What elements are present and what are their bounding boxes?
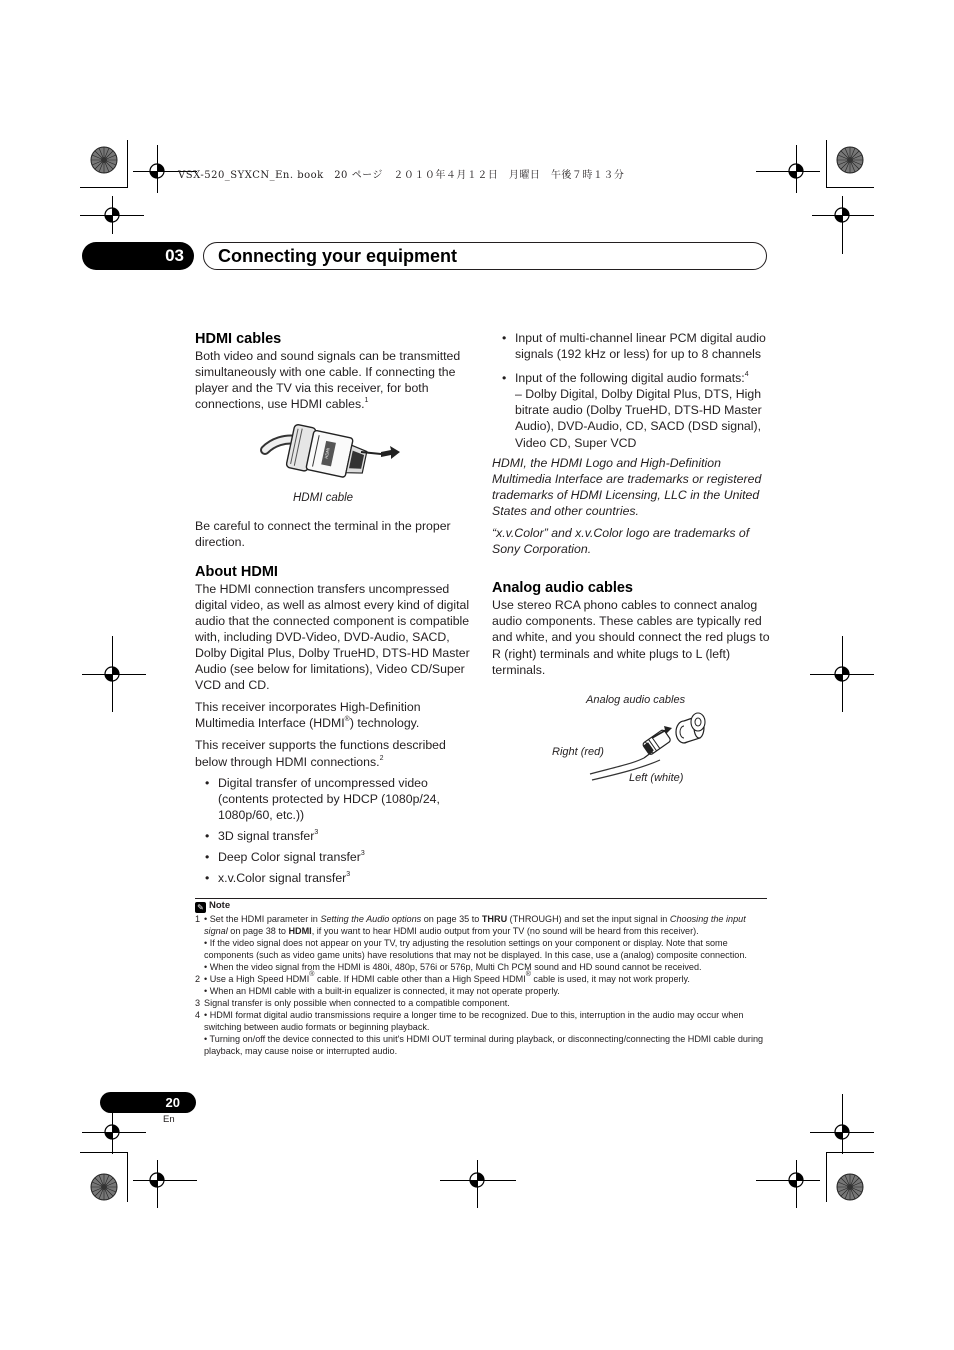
footnotes (195, 913, 767, 1057)
hdmi-cable-illustration (195, 412, 478, 488)
analog-audio-paragraph: Use stereo RCA phono cables to connect analog audio components. These cables are typically red and white, and you should connect the red plugs to R (right) terminals and white plugs to L (left) terminals. (492, 598, 770, 677)
right-red-label: Right (red) (552, 745, 604, 758)
pencil-note-icon: ✎ (195, 902, 206, 913)
hdmi-direction-caution: Be careful to connect the terminal in the proper direction. (195, 519, 451, 550)
audio-input-list (492, 330, 775, 451)
footnote-4: 4 • HDMI format digital audio transmissions require a longer time to be recognized. Due to this, interruption in the audio may occur when switching between audio formats or beginning playback. • Turning on/off the device connected to this unit's HDMI OUT terminal during playback, or disconnecting/connecting the HDMI cable during playback, may cause noise or interrupted audio. (195, 1010, 764, 1056)
footnote-3: 3 Signal transfer is only possible when connected to a compatible component. (195, 998, 510, 1008)
about-hdmi-paragraph-3: This receiver supports the functions described below through HDMI connections.$^2$ (195, 738, 446, 769)
left-column (195, 330, 478, 886)
footnote-ref[interactable]: 3 (314, 828, 319, 836)
hdmi-cable-caption: HDMI cable (293, 492, 354, 505)
list-item: • 3D signal transfer$^3$ (195, 828, 478, 844)
analog-cable-figure (492, 692, 775, 796)
note-heading: ✎ Note (195, 900, 230, 913)
about-hdmi-heading: About HDMI (195, 563, 278, 580)
footnote-ref[interactable]: 3 (360, 849, 365, 857)
hdmi-functions-list (195, 775, 478, 887)
hdmi-cables-heading: HDMI cables (195, 331, 282, 347)
about-hdmi-paragraph-1: The HDMI connection transfers uncompressed digital video, as well as almost every kind of digital audio that the connected component is compatible with, including DVD-Video, DVD-Audio, SACD, Dolby Digital Plus, Dolby TrueHD, DTS-HD Master Audio (see below for limitations), Video CD/Super VCD and CD. (195, 581, 470, 693)
analog-audio-heading: Analog audio cables (492, 580, 633, 597)
hdmi-trademark-notice: HDMI, the HDMI Logo and High-Definition Multimedia Interface are trademarks or registered trademarks of HDMI Licensing, LLC in the United States and other countries. (492, 455, 762, 518)
hdmi-cable-figure (195, 412, 478, 508)
xvcolor-trademark-notice: “x.v.Color” and x.v.Color logo are trademarks of Sony Corporation. (492, 526, 750, 557)
page-language: En (163, 1114, 175, 1125)
footnote-1: 1 • Set the HDMI parameter in Setting the Audio options on page 35 to THRU (THROUGH) and set the input signal in Choosing the input signal on page 38 to HDMI, if you want to hear HDMI audio output from your TV (no sound will be heard from this receiver). • If the video signal does not appear on your TV, try adjusting the resolution settings on your component or display. Note that some components (such as video game units) have resolutions that may not be displayed. In this case, use a (analog) composite connection. • When the video signal from the HDMI is 480i, 480p, 576i or 576p, Multi Ch PCM sound and HD sound cannot be received. (195, 914, 747, 972)
list-item: • Input of the following digital audio formats:$^4$ – Dolby Digital, Dolby Digital Plus, DTS, High bitrate audio (Dolby TrueHD, DTS-HD Master Audio), DVD-Audio, CD, SACD (DSD signal), Video CD, Super VCD (492, 370, 775, 450)
chapter-number: 03 (82, 242, 194, 270)
left-white-label: Left (white) (629, 771, 684, 784)
note-divider (195, 898, 767, 899)
list-item: • Deep Color signal transfer$^3$ (195, 849, 478, 865)
footnote-ref[interactable]: 3 (346, 871, 351, 879)
page-number: 20 (100, 1092, 196, 1113)
list-item: • Input of multi-channel linear PCM digital audio signals (192 kHz or less) for up to 8 channels (492, 330, 775, 362)
list-item: • x.v.Color signal transfer$^3$ (195, 870, 478, 886)
about-hdmi-paragraph-2: This receiver incorporates High-Definition Multimedia Interface (HDMI®) technology. (195, 700, 421, 731)
book-file-info: VSX-520_SYXCN_En. book 20 ページ ２０１０年４月１２日 月曜日 午後７時１３分 (178, 170, 625, 181)
right-column (492, 330, 775, 796)
footnote-2: 2 • Use a High Speed HDMI® cable. If HDMI cable other than a High Speed HDMI® cable is used, it may not work properly. • When an HDMI cable with a built-in equalizer is connected, it may not operate properly. (195, 971, 690, 996)
list-item: • Digital transfer of uncompressed video (contents protected by HDCP (1080p/24, 1080p/60, etc.)) (195, 775, 478, 823)
footnote-ref[interactable]: 1 (364, 397, 369, 405)
svg-text:HDMI: HDMI (323, 447, 331, 460)
footnote-ref[interactable]: 4 (744, 371, 749, 379)
analog-figure-title: Analog audio cables (586, 693, 686, 706)
chapter-title: Connecting your equipment (218, 246, 458, 266)
hdmi-cables-paragraph: Both video and sound signals can be transmitted simultaneously with one cable. If connecting the player and the TV via this receiver, for both connections, use HDMI cables.$^1$ (195, 349, 461, 412)
footnote-ref[interactable]: 2 (379, 754, 384, 762)
registered-mark: ® (344, 716, 350, 724)
